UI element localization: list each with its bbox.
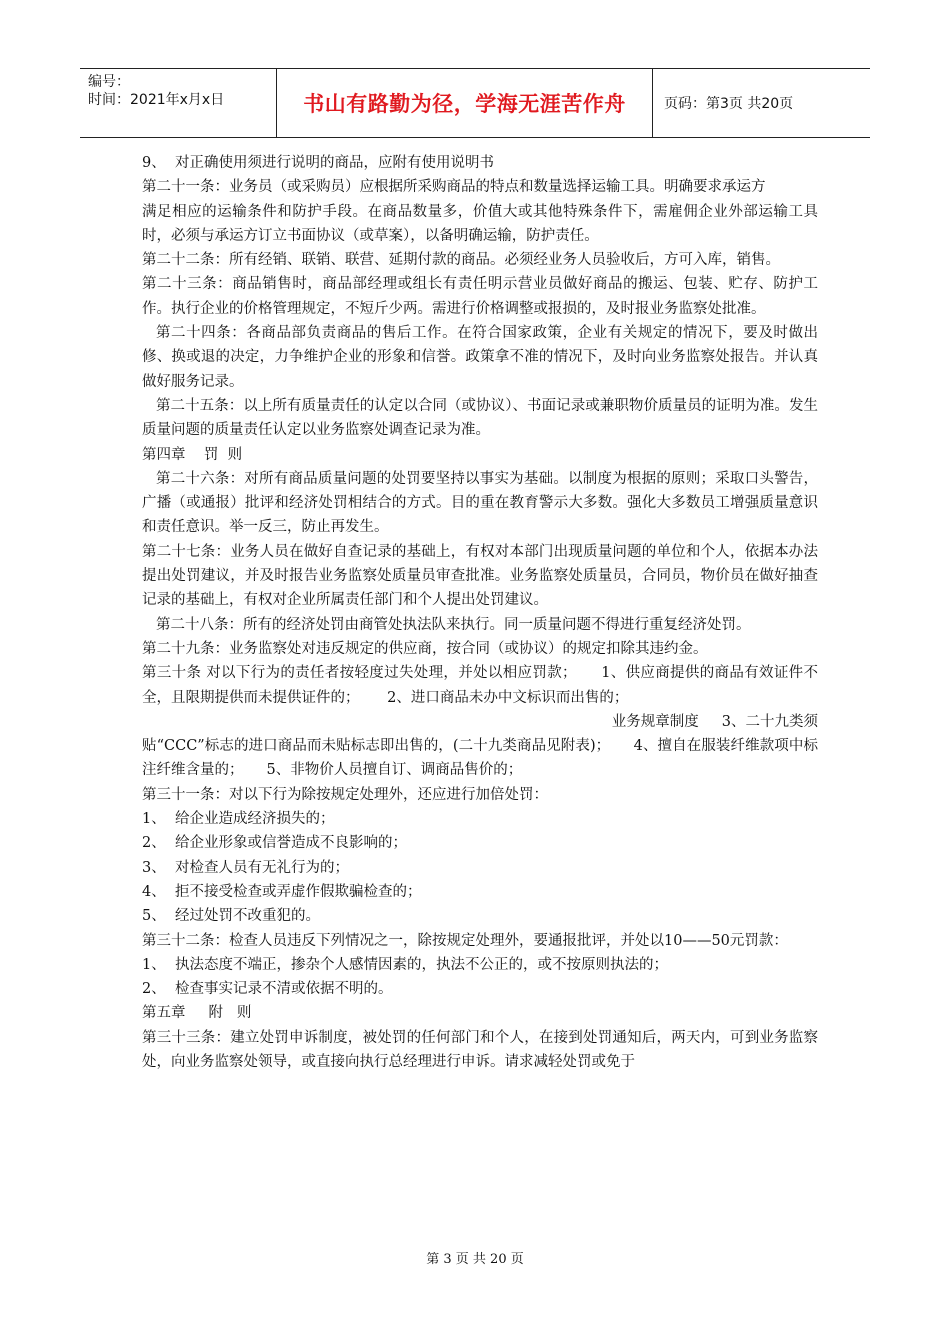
- paragraph: 贴“CCC”标志的进口商品而未贴标志即出售的，(二十九类商品见附表)； 4、擅自在服装纤维款项中标注纤维含量的； 5、非物价人员擅自订、调商品售价的；: [142, 738, 818, 779]
- paragraph: 第二十七条：业务人员在做好自查记录的基础上，有权对本部门出现质量问题的单位和个人，依据本办法提出处罚建议，并及时报告业务监察处质量员审查批准。业务监察处质量员，合同员，物价员在做好抽查记录的基础上，有权对企业所属责任部门和个人提出处罚建议。: [142, 543, 818, 609]
- number-label: 编号：: [88, 74, 130, 90]
- paragraph: 第三十二条：检查人员违反下列情况之一，除按规定处理外，要通报批评，并处以10——50元罚款：: [142, 932, 788, 949]
- paragraph: 2、 给企业形象或信誉造成不良影响的；: [142, 835, 407, 852]
- paragraph: 第二十三条：商品销售时，商品部经理或组长有责任明示营业员做好商品的搬运、包装、贮存、防护工作。执行企业的价格管理规定，不短斤少两。需进行价格调整或报损的，及时报业务监察处批准。: [142, 276, 818, 317]
- paragraph: 5、 经过处罚不改重犯的。: [142, 908, 320, 925]
- header-motto: 书山有路勤为径，学海无涯苦作舟: [303, 92, 626, 116]
- paragraph: 第二十八条：所有的经济处罚由商管处执法队来执行。同一质量问题不得进行重复经济处罚。: [156, 616, 751, 633]
- paragraph: 第三十条 对以下行为的责任者按轻度过失处理，并处以相应罚款； 1、供应商提供的商品有效证件不全，且限期提供而未提供证件的； 2、进口商品未办中文标识而出售的；: [142, 665, 818, 706]
- paragraph: 9、 对正确使用须进行说明的商品，应附有使用说明书: [142, 155, 494, 171]
- paragraph: 第五章 附 则: [142, 1005, 252, 1022]
- page-header: [80, 68, 870, 138]
- paragraph: 4、 拒不接受检查或弄虚作假欺骗检查的；: [142, 883, 422, 900]
- document-body: [142, 151, 818, 1074]
- paragraph: 第三十一条：对以下行为除按规定处理外，还应进行加倍处罚：: [142, 786, 548, 803]
- paragraph: 第二十六条：对所有商品质量问题的处罚要坚持以事实为基础。以制度为根据的原则；采取口头警告，广播（或通报）批评和经济处罚相结合的方式。目的重在教育警示大多数。强化大多数员工增强质量意识和责任意识。举一反三，防止再发生。: [142, 470, 818, 536]
- paragraph: 第二十一条：业务员（或采购员）应根据所采购商品的特点和数量选择运输工具。明确要求承运方: [142, 179, 766, 196]
- header-divider: [652, 69, 653, 137]
- paragraph: 1、 执法态度不端正，掺杂个人感情因素的，执法不公正的，或不按原则执法的；: [142, 956, 668, 973]
- paragraph: 第四章 罚 则: [142, 446, 243, 463]
- paragraph: 业务规章制度 3、二十九类须: [611, 713, 818, 730]
- header-page-info: 页码：第3页 共20页: [664, 96, 794, 112]
- paragraph: 第二十九条：业务监察处对违反规定的供应商，按合同（或协议）的规定扣除其违约金。: [142, 640, 708, 657]
- paragraph: 第二十五条：以上所有质量责任的认定以合同（或协议）、书面记录或兼职物价质量员的证明为准。发生质量问题的质量责任认定以业务监察处调查记录为准。: [142, 397, 818, 439]
- paragraph: 第三十三条：建立处罚申诉制度，被处罚的任何部门和个人，在接到处罚通知后，两天内，可到业务监察处，向业务监察处领导，或直接向执行总经理进行申诉。请求减轻处罚或免于: [142, 1029, 818, 1070]
- paragraph: 3、 对检查人员有无礼行为的；: [142, 859, 349, 876]
- page-footer: 第 3 页 共 20 页: [426, 1252, 524, 1267]
- paragraph: 满足相应的运输条件和防护手段。在商品数量多，价值大或其他特殊条件下，需雇佣企业外部运输工具时，必须与承运方订立书面协议（或草案），以备明确运输，防护责任。: [142, 203, 818, 244]
- paragraph: 第二十四条：各商品部负责商品的售后工作。在符合国家政策，企业有关规定的情况下，要及时做出修、换或退的决定，力争维护企业的形象和信誉。政策拿不准的情况下，及时向业务监察处报告。并认真做好服务记录。: [142, 325, 818, 390]
- paragraph: 2、 检查事实记录不清或依据不明的。: [142, 981, 393, 998]
- paragraph: 1、 给企业造成经济损失的；: [142, 811, 335, 828]
- paragraph: 第二十二条：所有经销、联销、联营、延期付款的商品。必须经业务人员验收后，方可入库，销售。: [142, 252, 780, 269]
- header-meta: [88, 73, 224, 109]
- time-label: 时间：2021年x月x日: [88, 92, 225, 108]
